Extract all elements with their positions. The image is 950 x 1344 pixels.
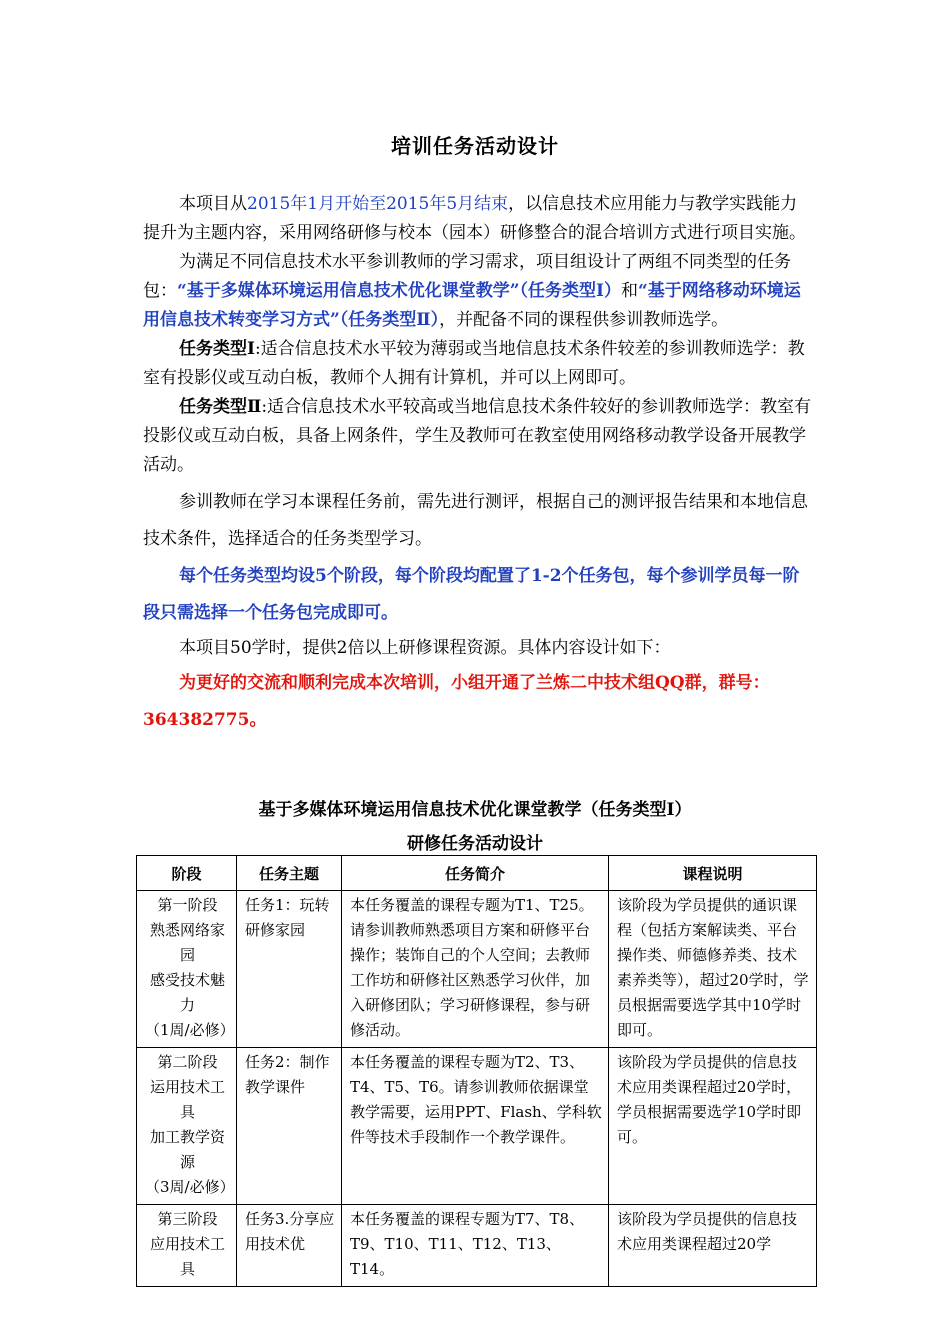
task-package-2: “基于网络移动环境运用信息技术转变学习方式”（任务类型Ⅱ）: [143, 281, 801, 330]
project-period: 2015年1月开始至2015年5月结束: [247, 194, 509, 214]
topic-cell: 任务2：制作教学课件: [237, 1048, 342, 1205]
header-intro: 任务简介: [342, 856, 609, 891]
stage-line: 感受技术魅力: [149, 971, 225, 1014]
document-title: 培训任务活动设计: [391, 134, 559, 158]
stage-line: 加工教学资源: [149, 1128, 225, 1171]
table-row: [137, 1048, 817, 1205]
table-row: [137, 1205, 817, 1287]
table-title-2: 研修任务活动设计: [407, 834, 543, 854]
type2-text: :适合信息技术水平较高或当地信息技术条件较好的参训教师选学：教室有投影仪或互动白板，具备上网条件，学生及教师可在教室使用网络移动教学设备开展教学活动。: [143, 397, 812, 475]
stage-cell: [137, 891, 237, 1048]
intro-p1-pre: 本项目从: [179, 194, 247, 214]
qq-group-paragraph: 为更好的交流和顺利完成本次培训，小组开通了兰炼二中技术组QQ群，群号：364382775。: [143, 673, 770, 730]
stage-line: 熟悉网络家园: [149, 921, 225, 964]
header-topic: 任务主题: [237, 856, 342, 891]
intro-section: [143, 190, 813, 739]
type1-paragraph: [143, 335, 813, 393]
stage-line: 运用技术工具: [149, 1078, 225, 1121]
intro-p1-post: ，以信息技术应用能力与教学实践能力提升为主题内容，采用网络研修与校本（园本）研修整合的混合培训方式进行项目实施。: [143, 194, 806, 243]
table-row: [137, 891, 817, 1048]
stage-rule-paragraph: 每个任务类型均设5个阶段，每个阶段均配置了1-2个任务包，每个参训学员每一阶段只需选择一个任务包完成即可。: [143, 566, 800, 623]
table-header-row: [137, 856, 817, 891]
header-stage: 阶段: [137, 856, 237, 891]
hours-paragraph: 本项目50学时，提供2倍以上研修课程资源。具体内容设计如下：: [179, 638, 671, 658]
type1-label: 任务类型Ⅰ: [179, 339, 255, 359]
intro-cell: 本任务覆盖的课程专题为T2、T3、T4、T5、T6。请参训教师依据课堂教学需要，运用PPT、Flash、学科软件等技术手段制作一个教学课件。: [342, 1048, 609, 1205]
note-cell: 该阶段为学员提供的通识课程（包括方案解读类、平台操作类、师德修养类、技术素养类等），超过20学时，学员根据需要选学其中10学时即可。: [609, 891, 817, 1048]
stage-name: 第一阶段: [157, 896, 218, 914]
stage-duration: （3周/必修）: [145, 1178, 235, 1196]
intro-p2-pre: 为满足不同信息技术水平参训教师的学习需求，项目组设计了两组不同类型的任务包：: [143, 252, 791, 301]
intro-cell: 本任务覆盖的课程专题为T7、T8、T9、T10、T11、T12、T13、T14。: [342, 1205, 609, 1287]
intro-cell: 本任务覆盖的课程专题为T1、T25。请参训教师熟悉项目方案和研修平台操作；装饰自己的个人空间；去教师工作坊和研修社区熟悉学习伙伴，加入研修团队；学习研修课程，参与研修活动。: [342, 891, 609, 1048]
task-package-1: “基于多媒体环境运用信息技术优化课堂教学”（任务类型Ⅰ）: [177, 281, 622, 301]
type1-text: :适合信息技术水平较为薄弱或当地信息技术条件较差的参训教师选学：教室有投影仪或互动白板，教师个人拥有计算机，并可以上网即可。: [143, 339, 805, 388]
intro-p2-and: 和: [621, 281, 639, 301]
type2-label: 任务类型Ⅱ: [179, 397, 262, 417]
table-title-1: 基于多媒体环境运用信息技术优化课堂教学（任务类型Ⅰ）: [258, 800, 692, 820]
note-cell: 该阶段为学员提供的信息技术应用类课程超过20学: [609, 1205, 817, 1287]
topic-cell: 任务3.分享应用技术优: [237, 1205, 342, 1287]
intro-paragraph-1: [143, 190, 813, 248]
stage-cell: [137, 1048, 237, 1205]
stage-line: 应用技术工具: [149, 1235, 225, 1278]
task-design-table: [136, 855, 817, 1287]
stage-name: 第二阶段: [157, 1053, 218, 1071]
stage-name: 第三阶段: [157, 1210, 218, 1228]
type2-paragraph: [143, 393, 813, 480]
topic-cell: 任务1：玩转研修家园: [237, 891, 342, 1048]
stage-duration: （1周/必修）: [145, 1021, 235, 1039]
stage-cell: [137, 1205, 237, 1287]
header-note: 课程说明: [609, 856, 817, 891]
assessment-paragraph: 参训教师在学习本课程任务前，需先进行测评，根据自己的测评报告结果和本地信息技术条件，选择适合的任务类型学习。: [143, 492, 808, 549]
intro-paragraph-2: [143, 248, 813, 335]
intro-p2-post: ，并配备不同的课程供参训教师选学。: [439, 310, 729, 330]
note-cell: 该阶段为学员提供的信息技术应用类课程超过20学时，学员根据需要选学10学时即可。: [609, 1048, 817, 1205]
